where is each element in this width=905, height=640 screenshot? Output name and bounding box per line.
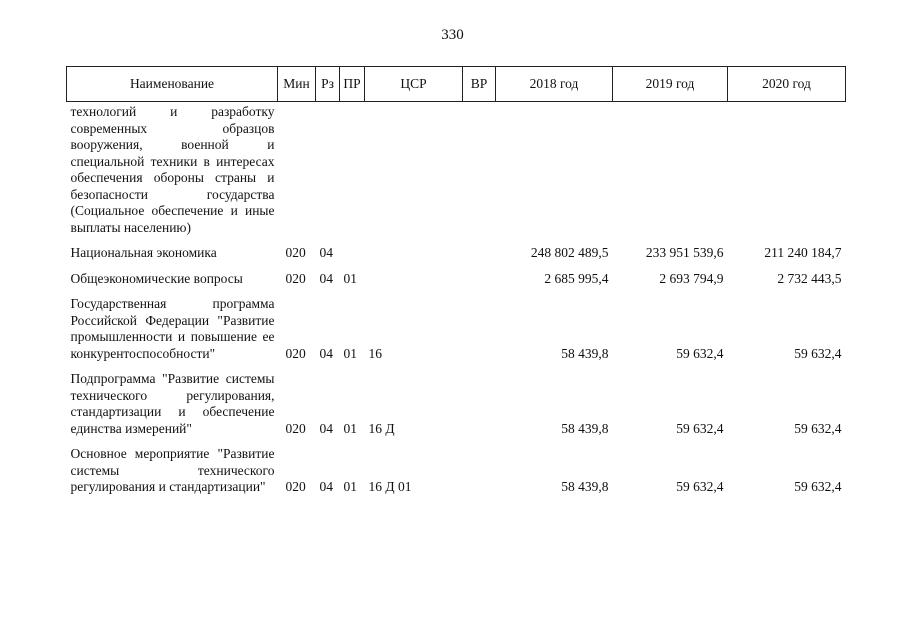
header-rz: Рз (316, 67, 340, 102)
row-2018: 58 439,8 (561, 420, 609, 436)
row-pr: 01 (343, 345, 357, 361)
header-2019: 2019 год (613, 67, 728, 102)
header-min: Мин (278, 67, 316, 102)
row-rz: 04 (319, 479, 333, 494)
header-2020: 2020 год (728, 67, 846, 102)
row-2020 (728, 102, 846, 246)
table-header (67, 67, 846, 102)
row-rz (316, 102, 340, 246)
row-vr (463, 102, 496, 246)
header-name: Наименование (67, 67, 278, 102)
row-csr: 16 Д (368, 420, 395, 436)
row-vr (463, 245, 496, 271)
header-csr: ЦСР (365, 67, 463, 102)
row-2018: 248 802 489,5 (530, 245, 609, 260)
row-name: Подпрограмма "Развитие системы технического регулирования, стандартизации и обеспечение единства измерений" (70, 371, 275, 436)
row-2019: 2 693 794,9 (659, 270, 724, 286)
table-body (67, 102, 846, 505)
row-min (278, 102, 316, 246)
row-2020: 211 240 184,7 (764, 245, 842, 260)
row-rz: 04 (319, 345, 333, 361)
row-min: 020 (285, 270, 306, 286)
budget-table (66, 66, 846, 505)
row-rz: 04 (319, 270, 333, 286)
row-name: технологий и разработку современных образцов вооружения, военной и специальной техники в интересах обеспечения обороны страны и безопасности государства (Социальное обеспечение и иные выплаты населению) (70, 104, 275, 235)
row-2019: 59 632,4 (676, 345, 724, 361)
row-vr (463, 271, 496, 297)
row-2018: 58 439,8 (561, 479, 609, 494)
page-number: 330 (441, 27, 464, 43)
row-2019 (613, 102, 728, 246)
row-2018: 58 439,8 (561, 345, 609, 361)
row-csr (365, 102, 463, 246)
row-2019: 59 632,4 (676, 479, 724, 494)
row-pr: 01 (343, 479, 357, 494)
row-pr: 01 (343, 420, 357, 436)
table-row (67, 296, 846, 371)
table-row (67, 446, 846, 505)
row-pr (340, 245, 365, 271)
row-2018: 2 685 995,4 (544, 270, 609, 286)
row-min: 020 (285, 479, 306, 494)
table-row (67, 245, 846, 271)
row-name: Государственная программа Российской Федерации "Развитие промышленности и повышение ее конкурентоспособности" (70, 296, 275, 361)
row-pr: 01 (343, 270, 357, 286)
table-row (67, 371, 846, 446)
header-2018: 2018 год (496, 67, 613, 102)
header-pr: ПР (340, 67, 365, 102)
row-2019: 59 632,4 (676, 420, 724, 436)
row-min: 020 (285, 345, 306, 361)
row-csr (365, 245, 463, 271)
row-name: Основное мероприятие "Развитие системы технического регулирования и стандартизации" (70, 446, 275, 494)
row-csr: 16 Д 01 (368, 479, 412, 494)
row-vr (463, 371, 496, 446)
row-2018 (496, 102, 613, 246)
row-min: 020 (285, 420, 306, 436)
row-name: Общеэкономические вопросы (70, 270, 243, 286)
row-vr (463, 446, 496, 505)
row-2020: 2 732 443,5 (777, 270, 842, 286)
row-csr (365, 271, 463, 297)
row-2020: 59 632,4 (794, 345, 842, 361)
row-2019: 233 951 539,6 (645, 245, 724, 260)
row-2020: 59 632,4 (794, 479, 842, 494)
row-pr (340, 102, 365, 246)
row-rz: 04 (319, 245, 333, 260)
row-min: 020 (285, 245, 306, 260)
row-vr (463, 296, 496, 371)
table-row (67, 102, 846, 246)
row-rz: 04 (319, 420, 333, 436)
table-row (67, 271, 846, 297)
header-vr: ВР (463, 67, 496, 102)
row-2020: 59 632,4 (794, 420, 842, 436)
row-csr: 16 (368, 345, 382, 361)
row-name: Национальная экономика (70, 245, 217, 260)
